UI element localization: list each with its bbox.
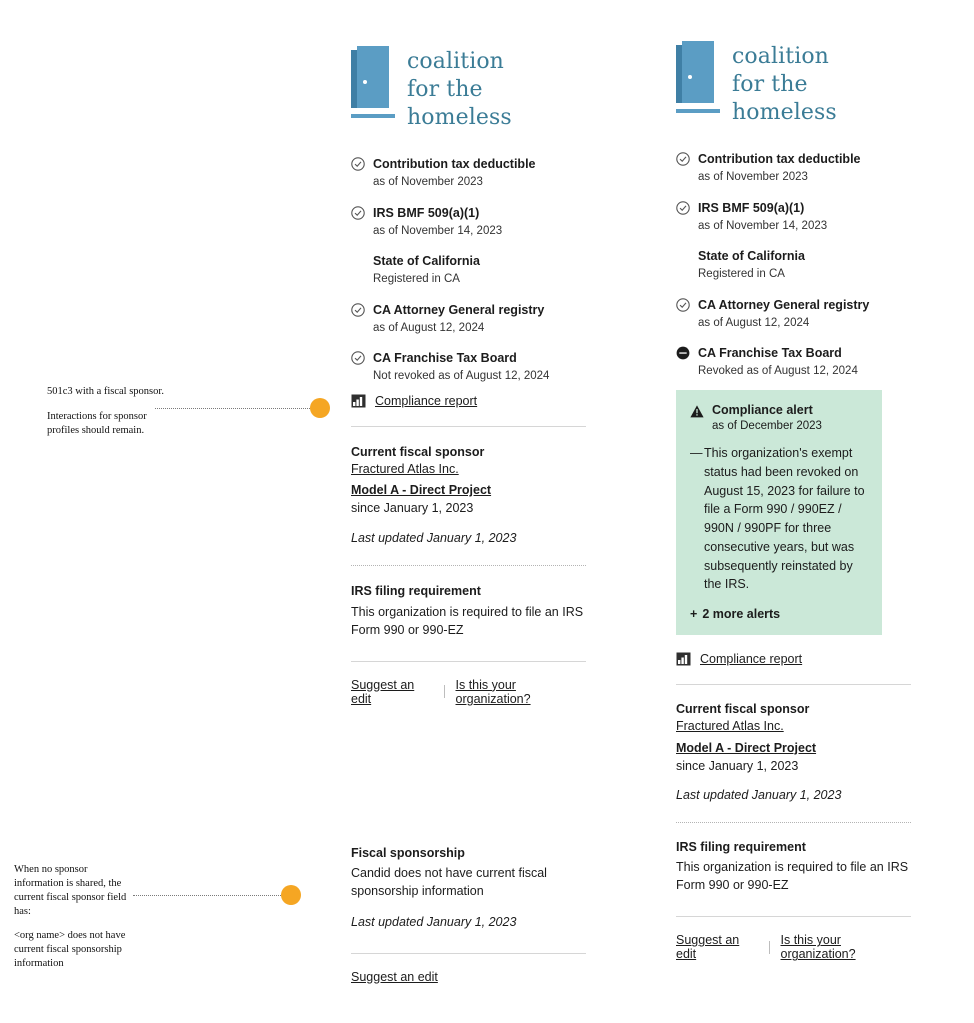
divider — [351, 426, 586, 427]
report-document-icon — [676, 652, 691, 666]
fiscal-sponsor-since: since January 1, 2023 — [351, 501, 474, 516]
annotation-sponsor-note — [47, 385, 165, 438]
logo-line-2: for the — [407, 77, 483, 103]
fiscal-sponsorship-title: Fiscal sponsorship — [351, 846, 465, 860]
annotation-line: Interactions for sponsor profiles should remain. — [47, 410, 147, 436]
org-logo-text — [407, 46, 512, 132]
no-icon-placeholder — [676, 249, 690, 263]
divider — [351, 953, 586, 954]
card-footer-left — [351, 678, 586, 706]
fiscal-sponsorship-card — [351, 845, 586, 984]
status-subtitle: as of November 14, 2023 — [373, 224, 503, 237]
fiscal-sponsor-updated: Last updated January 1, 2023 — [676, 787, 842, 802]
status-subtitle: Registered in CA — [373, 273, 460, 286]
check-circle-icon — [676, 201, 690, 215]
irs-filing-title: IRS filing requirement — [351, 584, 481, 599]
fiscal-sponsor-title: Current fiscal sponsor — [351, 444, 485, 459]
door-icon — [351, 46, 395, 118]
status-list-left — [351, 155, 586, 385]
leader-line-sponsor — [155, 408, 310, 410]
claim-org-link[interactable]: Is this your organization? — [455, 677, 531, 706]
leader-line-no-sponsor — [133, 895, 281, 897]
status-title: Contribution tax deductible — [373, 157, 536, 171]
status-subtitle: Revoked as of August 12, 2024 — [698, 365, 858, 378]
nonprofit-card-left — [351, 155, 586, 706]
report-document-icon — [351, 394, 366, 408]
status-row — [676, 247, 911, 283]
org-logo-left — [351, 46, 512, 132]
status-title: IRS BMF 509(a)(1) — [698, 200, 805, 215]
nonprofit-card-right — [676, 150, 911, 961]
irs-filing-text-line2: Form 990 or 990-EZ — [351, 622, 464, 637]
status-title: State of California — [373, 254, 480, 269]
more-alerts-label: 2 more alerts — [702, 607, 781, 622]
annotation-line: <org name> does not have current fiscal sponsorship information — [14, 930, 126, 970]
callout-dot-sponsor — [310, 398, 330, 418]
no-icon-placeholder — [351, 254, 365, 268]
logo-line-3: homeless — [407, 105, 512, 131]
irs-filing-text-line1: This organization is required to file an IRS — [351, 604, 584, 619]
warning-triangle-icon — [690, 405, 704, 418]
fiscal-sponsorship-footer — [351, 970, 586, 984]
status-subtitle: Registered in CA — [698, 268, 785, 281]
fiscal-sponsor-updated: Last updated January 1, 2023 — [351, 531, 517, 546]
fiscal-sponsorship-text-line1: Candid does not have current fiscal — [351, 866, 547, 881]
compliance-report-link[interactable]: Compliance report — [700, 652, 803, 667]
irs-filing-section-right — [676, 839, 911, 895]
status-row — [351, 349, 586, 385]
irs-filing-title: IRS filing requirement — [676, 839, 806, 854]
fiscal-sponsor-name[interactable]: Fractured Atlas Inc. — [351, 461, 459, 476]
door-icon — [676, 41, 720, 113]
status-subtitle: as of August 12, 2024 — [373, 321, 485, 334]
status-title: IRS BMF 509(a)(1) — [373, 205, 480, 220]
fiscal-sponsor-title: Current fiscal sponsor — [676, 702, 810, 717]
compliance-report-row-left[interactable] — [351, 394, 586, 408]
check-circle-icon — [676, 298, 690, 312]
divider-dotted — [351, 565, 586, 566]
claim-org-link[interactable]: Is this your organization? — [780, 933, 856, 962]
divider — [676, 684, 911, 685]
irs-filing-text-line2: Form 990 or 990-EZ — [676, 878, 789, 893]
footer-divider — [444, 685, 445, 698]
status-row — [351, 301, 586, 337]
status-list-right — [676, 150, 911, 380]
compliance-alert — [676, 390, 882, 636]
compliance-alert-title: Compliance alert — [712, 402, 813, 417]
check-circle-icon — [351, 157, 365, 171]
status-row — [676, 199, 911, 235]
compliance-alert-subtitle: as of December 2023 — [712, 420, 822, 433]
compliance-alert-item — [690, 444, 868, 594]
annotation-line: When no sponsor information is shared, the current fiscal sponsor field has: — [14, 864, 127, 917]
suggest-edit-link[interactable]: Suggest an edit — [351, 969, 438, 984]
compliance-alert-body: This organization's exempt status had been revoked on August 15, 2023 for failure to file a Form 990 / 990EZ / 990N / 990PF for three consecutive years, but was subsequently reinstated by the IRS. — [704, 446, 865, 592]
irs-filing-section-left — [351, 583, 586, 639]
minus-circle-icon — [676, 346, 690, 360]
status-subtitle: Not revoked as of August 12, 2024 — [373, 370, 550, 383]
fiscal-sponsor-model[interactable]: Model A - Direct Project — [676, 740, 817, 755]
status-row — [676, 150, 911, 186]
status-title: CA Attorney General registry — [698, 297, 870, 312]
bullet-dash: — — [690, 446, 703, 461]
check-circle-icon — [351, 206, 365, 220]
logo-line-1: coalition — [407, 49, 504, 74]
check-circle-icon — [351, 303, 365, 317]
suggest-edit-link[interactable]: Suggest an edit — [676, 933, 740, 962]
callout-dot-no-sponsor — [281, 885, 301, 905]
status-row — [351, 252, 586, 288]
plus-icon: + — [690, 607, 698, 622]
org-logo-text — [732, 41, 837, 127]
compliance-report-link[interactable]: Compliance report — [375, 393, 478, 408]
fiscal-sponsor-model[interactable]: Model A - Direct Project — [351, 482, 492, 497]
irs-filing-text-line1: This organization is required to file an IRS — [676, 860, 909, 875]
status-title: CA Franchise Tax Board — [373, 351, 517, 366]
fiscal-sponsor-section-right — [676, 701, 911, 804]
status-subtitle: as of August 12, 2024 — [698, 316, 810, 329]
fiscal-sponsorship-text-line2: sponsorship information — [351, 884, 484, 899]
footer-divider — [769, 941, 770, 954]
status-title: State of California — [698, 249, 805, 264]
card-footer-right — [676, 933, 911, 961]
compliance-alert-header — [690, 403, 868, 433]
status-title: CA Franchise Tax Board — [698, 346, 842, 361]
logo-line-3: homeless — [732, 100, 837, 126]
fiscal-sponsor-section-left — [351, 444, 586, 548]
annotation-line: 501c3 with a fiscal sponsor. — [47, 386, 164, 397]
status-row — [351, 155, 586, 191]
logo-line-1: coalition — [732, 44, 829, 69]
status-subtitle: as of November 14, 2023 — [698, 219, 828, 232]
status-subtitle: as of November 2023 — [373, 176, 483, 188]
divider — [351, 661, 586, 662]
fiscal-sponsor-since: since January 1, 2023 — [676, 758, 799, 773]
suggest-edit-link[interactable]: Suggest an edit — [351, 677, 415, 706]
status-row — [351, 204, 586, 240]
status-title: Contribution tax deductible — [698, 152, 861, 166]
status-title: CA Attorney General registry — [373, 302, 545, 317]
check-circle-icon — [351, 351, 365, 365]
status-row — [676, 344, 911, 380]
status-subtitle: as of November 2023 — [698, 171, 808, 183]
fiscal-sponsorship-updated: Last updated January 1, 2023 — [351, 914, 517, 929]
more-alerts-button[interactable] — [690, 607, 868, 621]
org-logo-right — [676, 41, 837, 127]
fiscal-sponsor-name[interactable]: Fractured Atlas Inc. — [676, 719, 784, 734]
check-circle-icon — [676, 152, 690, 166]
annotation-no-sponsor-note — [14, 863, 134, 971]
divider — [676, 916, 911, 917]
compliance-report-row-right[interactable] — [676, 652, 911, 666]
divider-dotted — [676, 822, 911, 823]
logo-line-2: for the — [732, 72, 808, 98]
status-row — [676, 296, 911, 332]
